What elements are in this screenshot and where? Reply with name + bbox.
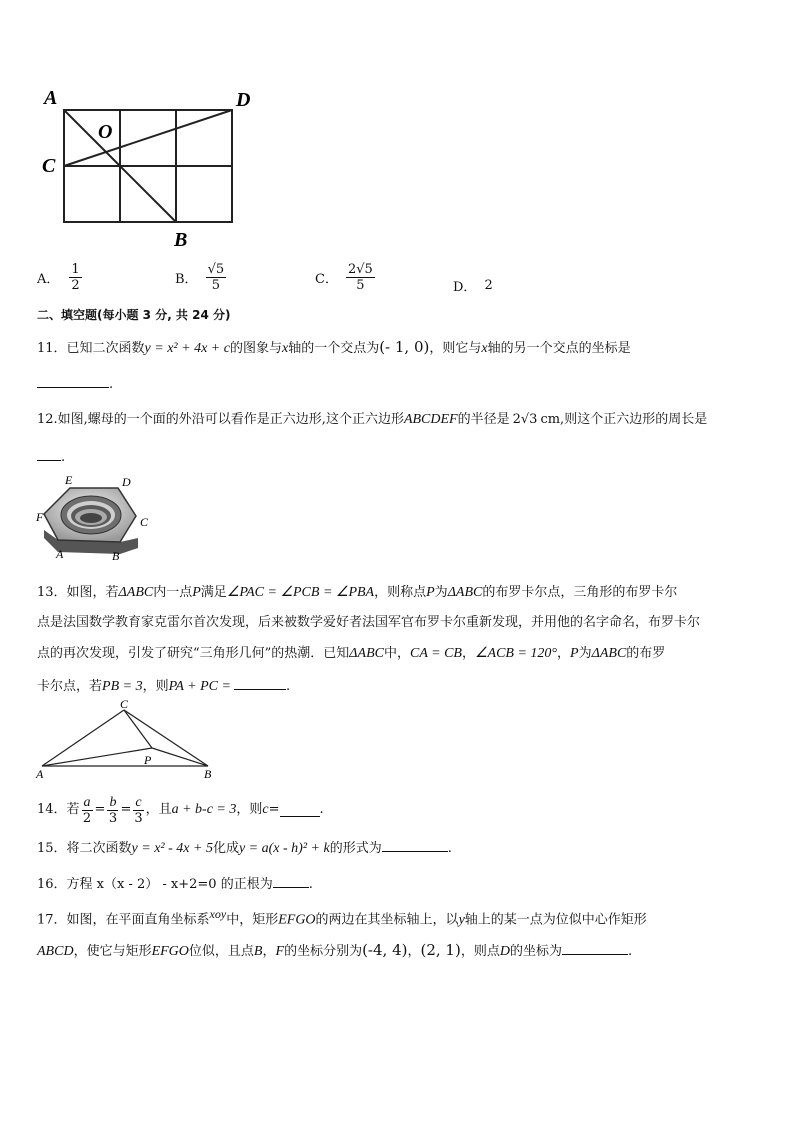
question-11: 11．已知二次函数y = x² + 4x + c的图象与x轴的一个交点为(- 1, 0)，则它与x轴的另一个交点的坐标是 (37, 338, 631, 356)
blank-12[interactable] (37, 447, 61, 461)
triangle-figure (34, 696, 224, 784)
hex-label-f: F (36, 510, 44, 524)
fraction-c: $\frac{2√5}{5}$ (347, 262, 373, 293)
label-d: D (236, 89, 251, 111)
hex-label-a: A (56, 547, 64, 561)
label-o: O (98, 121, 113, 143)
tri-label-b: B (204, 767, 212, 781)
blank-14[interactable] (280, 803, 320, 817)
blank-13[interactable] (234, 676, 286, 690)
option-a: A． $\frac{1}{2}$ (37, 262, 80, 293)
label-a: A (44, 87, 58, 109)
blank-16[interactable] (273, 874, 309, 888)
option-c: C． $\frac{2√5}{5}$ (315, 262, 373, 293)
hex-label-b: B (112, 549, 120, 563)
fraction-c-over-3: $\frac{c}{3}$ (134, 794, 143, 826)
question-17-line1: 17．如图，在平面直角坐标系xoy中，矩形EFGO的两边在其坐标轴上，以y轴上的某一点为位似中心作矩形 (37, 907, 647, 928)
question-12: 12.如图,螺母的一个面的外沿可以看作是正六边形,这个正六边形ABCDEF的半径是 2√3 cm,则这个正六边形的周长是 (37, 412, 708, 427)
question-13-line2: 点是法国数学教育家克雷尔首次发现，后来被数学爱好者法国军官布罗卡尔重新发现，并用他的名字命名，布罗卡尔 (37, 615, 701, 630)
tri-label-p: P (144, 753, 152, 767)
option-b: B． $\frac{√5}{5}$ (175, 262, 225, 293)
question-17-line2: ABCD，使它与矩形EFGO位似，且点B，F的坐标分别为(-4, 4)，(2, 1)，则点D的坐标为 . (37, 941, 633, 959)
question-16: 16．方程 x（x - 2） - x+2=0 的正根为 . (37, 874, 313, 894)
hex-label-c: C (140, 515, 149, 529)
hex-label-d: D (122, 475, 131, 489)
hex-label-e: E (65, 473, 73, 487)
label-c: C (42, 155, 56, 177)
tri-label-c: C (120, 697, 129, 711)
blank-17[interactable] (562, 941, 628, 955)
label-b: B (174, 229, 188, 251)
question-14: 14．若 $\frac{a}{2}$ = $\frac{b}{3}$ = $\frac{c}{3}$ ，且 a + b-c = 3 ，则 c = . (37, 794, 324, 826)
fraction-a: $\frac{1}{2}$ (71, 262, 80, 293)
question-15: 15．将二次函数y = x² - 4x + 5化成y = a(x - h)² + k的形式为 . (37, 838, 452, 858)
answer-blank-11: . (37, 374, 113, 394)
hex-nut-figure (34, 472, 164, 568)
tri-label-a: A (36, 767, 44, 781)
fraction-b: $\frac{√5}{5}$ (207, 262, 225, 293)
fraction-a-over-2: $\frac{a}{2}$ (82, 794, 92, 826)
section-title: 二、填空题(每小题 3 分, 共 24 分) (37, 308, 231, 322)
answer-blank-12: . (37, 447, 65, 467)
question-13-line1: 13．如图，若ΔABC内一点P满足∠PAC = ∠PCB = ∠PBA，则称点P为ΔABC的布罗卡尔点，三角形的布罗卡尔 (37, 585, 678, 600)
fraction-b-over-3: $\frac{b}{3}$ (108, 794, 118, 826)
question-13-line3: 点的再次发现，引发了研究“三角形几何”的热潮．已知ΔABC中，CA = CB，∠ACB = 120°，P为ΔABC的布罗 (37, 646, 666, 661)
rectangle-grid-figure (36, 86, 266, 252)
option-d: D． 2 (453, 278, 493, 295)
blank-15[interactable] (382, 838, 448, 852)
question-13-line4: 卡尔点，若PB = 3，则PA + PC = . (37, 676, 290, 696)
blank-11[interactable] (37, 374, 109, 388)
